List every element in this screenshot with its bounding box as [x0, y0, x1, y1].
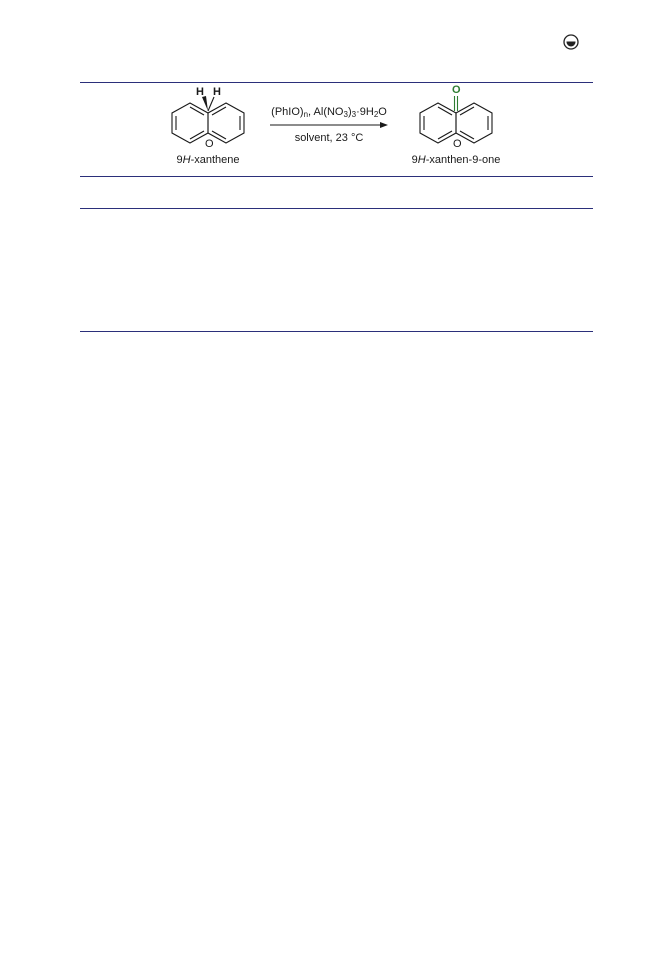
reaction-arrow	[270, 122, 388, 128]
carbonyl-oxygen-label: O	[452, 84, 461, 96]
open-access-icon	[562, 33, 580, 51]
scheme-bottom-rule	[80, 176, 593, 177]
table-bottom-rule	[80, 331, 593, 332]
scheme-top-rule	[80, 82, 593, 83]
wedge-bond	[202, 96, 208, 111]
ring-oxygen-label: O	[205, 138, 214, 150]
reaction-conditions-bottom: solvent, 23 °C	[294, 132, 364, 144]
reaction-scheme	[80, 84, 593, 176]
hydrogen-label-left: H	[196, 86, 204, 98]
product-name: 9H-xanthen-9-one	[411, 154, 501, 166]
table-top-rule	[80, 208, 593, 209]
product-ring-oxygen-label: O	[453, 138, 462, 150]
reaction-conditions-top: $(PhIO)_n$, $Al(NO_3)_3\cdot 9H_2O$	[271, 106, 387, 119]
reactant-name: 9H-xanthene	[176, 154, 240, 166]
xanthone-structure	[420, 103, 492, 143]
xanthene-structure	[172, 103, 244, 143]
hydrogen-label-right: H	[213, 86, 221, 98]
